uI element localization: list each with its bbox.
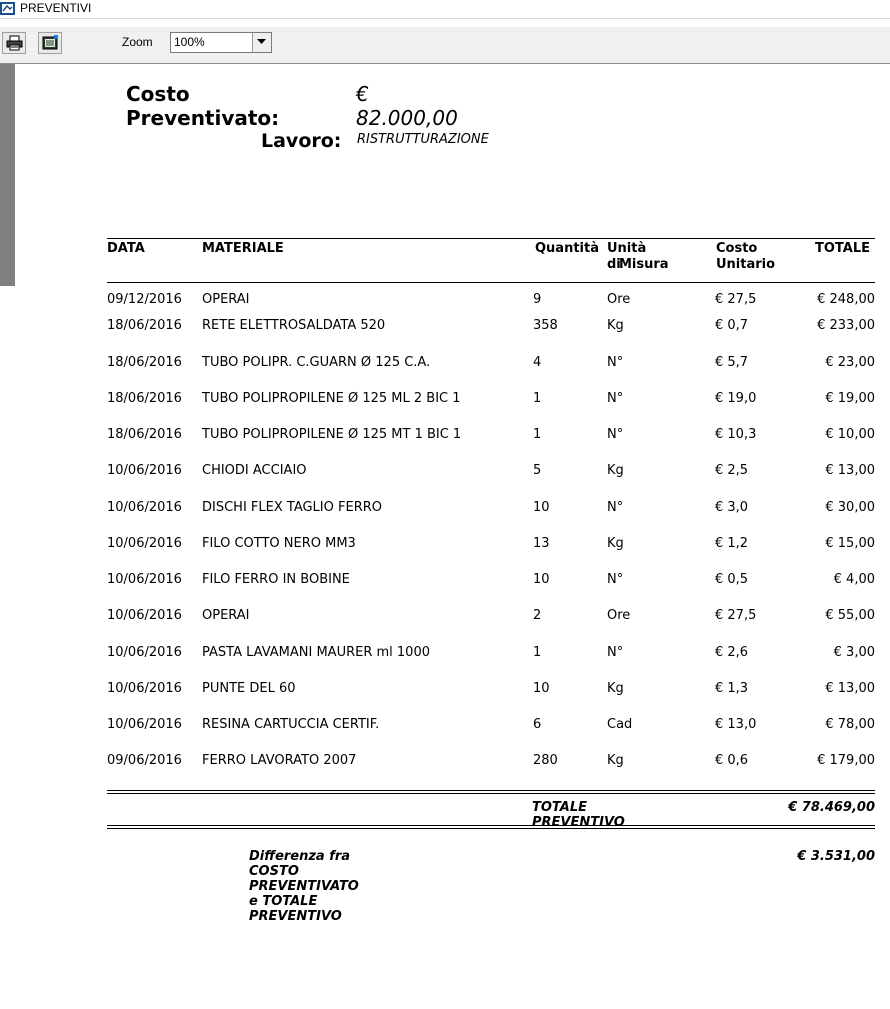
cell-totale: € 19,00 xyxy=(825,391,875,406)
cell-totale: € 15,00 xyxy=(825,536,875,551)
cell-totale: € 4,00 xyxy=(833,572,875,587)
totale-preventivo-label: TOTALE PREVENTIVO xyxy=(532,800,625,830)
cell-quantita: 10 xyxy=(533,572,550,587)
col-unita-header-2: Misura xyxy=(619,257,669,272)
zoom-value: 100% xyxy=(174,35,205,49)
cell-data: 18/06/2016 xyxy=(107,355,182,370)
printer-icon xyxy=(6,35,23,51)
toolbar xyxy=(0,27,890,64)
cell-costo-unitario: € 1,2 xyxy=(715,536,749,551)
col-data-header: DATA xyxy=(107,241,145,256)
cell-materiale: FILO COTTO NERO MM3 xyxy=(202,536,356,551)
cell-quantita: 6 xyxy=(533,717,542,732)
cell-costo-unitario: € 13,0 xyxy=(715,717,757,732)
cell-costo-unitario: € 27,5 xyxy=(715,608,757,623)
cell-materiale: TUBO POLIPROPILENE Ø 125 ML 2 BIC 1 xyxy=(202,391,461,406)
cell-data: 10/06/2016 xyxy=(107,572,182,587)
cell-quantita: 358 xyxy=(533,318,558,333)
col-totale-header: TOTALE xyxy=(815,241,871,256)
cell-costo-unitario: € 19,0 xyxy=(715,391,757,406)
cell-costo-unitario: € 27,5 xyxy=(715,292,757,307)
cell-data: 10/06/2016 xyxy=(107,536,182,551)
cell-quantita: 2 xyxy=(533,608,542,623)
cell-unita: Kg xyxy=(607,681,624,696)
cell-totale: € 55,00 xyxy=(825,608,875,623)
table-header-rule xyxy=(107,282,875,283)
cell-costo-unitario: € 3,0 xyxy=(715,500,749,515)
cell-unita: N° xyxy=(607,645,624,660)
cell-costo-unitario: € 0,7 xyxy=(715,318,749,333)
col-costo-header-1: Costo xyxy=(716,241,758,256)
col-costo-header-2: Unitario xyxy=(716,257,776,272)
cell-quantita: 1 xyxy=(533,645,542,660)
print-button[interactable] xyxy=(2,32,26,54)
col-materiale-header: MATERIALE xyxy=(202,241,284,256)
cell-totale: € 30,00 xyxy=(825,500,875,515)
cell-unita: N° xyxy=(607,355,624,370)
cell-unita: N° xyxy=(607,500,624,515)
cell-materiale: FILO FERRO IN BOBINE xyxy=(202,572,350,587)
cell-totale: € 13,00 xyxy=(825,463,875,478)
cell-unita: Ore xyxy=(607,608,631,623)
cell-data: 10/06/2016 xyxy=(107,608,182,623)
totale-preventivo-value: € 78.469,00 xyxy=(788,800,875,815)
cell-totale: € 13,00 xyxy=(825,681,875,696)
preview-scroll-gutter xyxy=(0,64,15,286)
cell-totale: € 248,00 xyxy=(817,292,875,307)
cell-totale: € 23,00 xyxy=(825,355,875,370)
cell-totale: € 179,00 xyxy=(817,753,875,768)
cell-data: 10/06/2016 xyxy=(107,717,182,732)
cell-costo-unitario: € 5,7 xyxy=(715,355,749,370)
cell-materiale: TUBO POLIPR. C.GUARN Ø 125 C.A. xyxy=(202,355,431,370)
cell-quantita: 280 xyxy=(533,753,558,768)
cell-costo-unitario: € 2,6 xyxy=(715,645,749,660)
cell-totale: € 10,00 xyxy=(825,427,875,442)
cell-costo-unitario: € 10,3 xyxy=(715,427,757,442)
chevron-down-icon xyxy=(257,39,266,45)
app-icon xyxy=(0,2,15,15)
cell-quantita: 13 xyxy=(533,536,550,551)
cell-data: 09/12/2016 xyxy=(107,292,182,307)
cell-unita: Kg xyxy=(607,536,624,551)
cell-unita: Kg xyxy=(607,753,624,768)
costo-preventivato-label: Costo Preventivato: xyxy=(126,82,280,130)
cell-materiale: OPERAI xyxy=(202,608,250,623)
total-rule-bottom-2 xyxy=(107,828,875,829)
cell-data: 18/06/2016 xyxy=(107,318,182,333)
cell-materiale: TUBO POLIPROPILENE Ø 125 MT 1 BIC 1 xyxy=(202,427,462,442)
cell-quantita: 4 xyxy=(533,355,542,370)
cell-materiale: PUNTE DEL 60 xyxy=(202,681,296,696)
differenza-value: € 3.531,00 xyxy=(797,849,875,864)
cell-costo-unitario: € 2,5 xyxy=(715,463,749,478)
cell-materiale: FERRO LAVORATO 2007 xyxy=(202,753,357,768)
lavoro-label: Lavoro: xyxy=(261,130,342,152)
costo-preventivato-value: € 82.000,00 xyxy=(356,82,458,130)
cell-quantita: 1 xyxy=(533,427,542,442)
cell-materiale: OPERAI xyxy=(202,292,250,307)
cell-data: 10/06/2016 xyxy=(107,645,182,660)
cell-quantita: 1 xyxy=(533,391,542,406)
cell-materiale: CHIODI ACCIAIO xyxy=(202,463,307,478)
cell-materiale: RETE ELETTROSALDATA 520 xyxy=(202,318,386,333)
zoom-label: Zoom xyxy=(122,35,153,49)
cell-quantita: 9 xyxy=(533,292,542,307)
cell-quantita: 5 xyxy=(533,463,542,478)
col-unita-header-1: Unità di xyxy=(607,241,647,272)
cell-totale: € 233,00 xyxy=(817,318,875,333)
cell-data: 10/06/2016 xyxy=(107,463,182,478)
total-rule-bottom-1 xyxy=(107,825,875,826)
cell-materiale: DISCHI FLEX TAGLIO FERRO xyxy=(202,500,382,515)
total-rule-top-1 xyxy=(107,790,875,791)
cell-costo-unitario: € 1,3 xyxy=(715,681,749,696)
title-bar xyxy=(0,0,890,19)
cell-materiale: RESINA CARTUCCIA CERTIF. xyxy=(202,717,380,732)
cell-unita: N° xyxy=(607,391,624,406)
export-button[interactable] xyxy=(38,32,62,54)
cell-totale: € 78,00 xyxy=(825,717,875,732)
zoom-dropdown-button[interactable] xyxy=(252,33,271,52)
cell-data: 18/06/2016 xyxy=(107,391,182,406)
cell-quantita: 10 xyxy=(533,681,550,696)
cell-materiale: PASTA LAVAMANI MAURER ml 1000 xyxy=(202,645,430,660)
total-rule-top-2 xyxy=(107,793,875,794)
table-top-rule xyxy=(107,238,875,239)
cell-unita: N° xyxy=(607,427,624,442)
cell-costo-unitario: € 0,6 xyxy=(715,753,749,768)
col-quantita-header: Quantità xyxy=(535,241,599,256)
cell-unita: Kg xyxy=(607,463,624,478)
cell-data: 09/06/2016 xyxy=(107,753,182,768)
cell-data: 18/06/2016 xyxy=(107,427,182,442)
cell-unita: Kg xyxy=(607,318,624,333)
differenza-label: Differenza fra COSTO PREVENTIVATO e TOTALE PREVENTIVO xyxy=(249,849,359,924)
cell-data: 10/06/2016 xyxy=(107,681,182,696)
cell-totale: € 3,00 xyxy=(833,645,875,660)
zoom-select[interactable] xyxy=(170,32,272,53)
export-icon xyxy=(42,35,59,51)
cell-unita: Ore xyxy=(607,292,631,307)
lavoro-value: RISTRUTTURAZIONE xyxy=(357,132,489,147)
cell-unita: N° xyxy=(607,572,624,587)
window-title: PREVENTIVI xyxy=(20,1,92,15)
cell-unita: Cad xyxy=(607,717,633,732)
cell-quantita: 10 xyxy=(533,500,550,515)
cell-data: 10/06/2016 xyxy=(107,500,182,515)
cell-costo-unitario: € 0,5 xyxy=(715,572,749,587)
